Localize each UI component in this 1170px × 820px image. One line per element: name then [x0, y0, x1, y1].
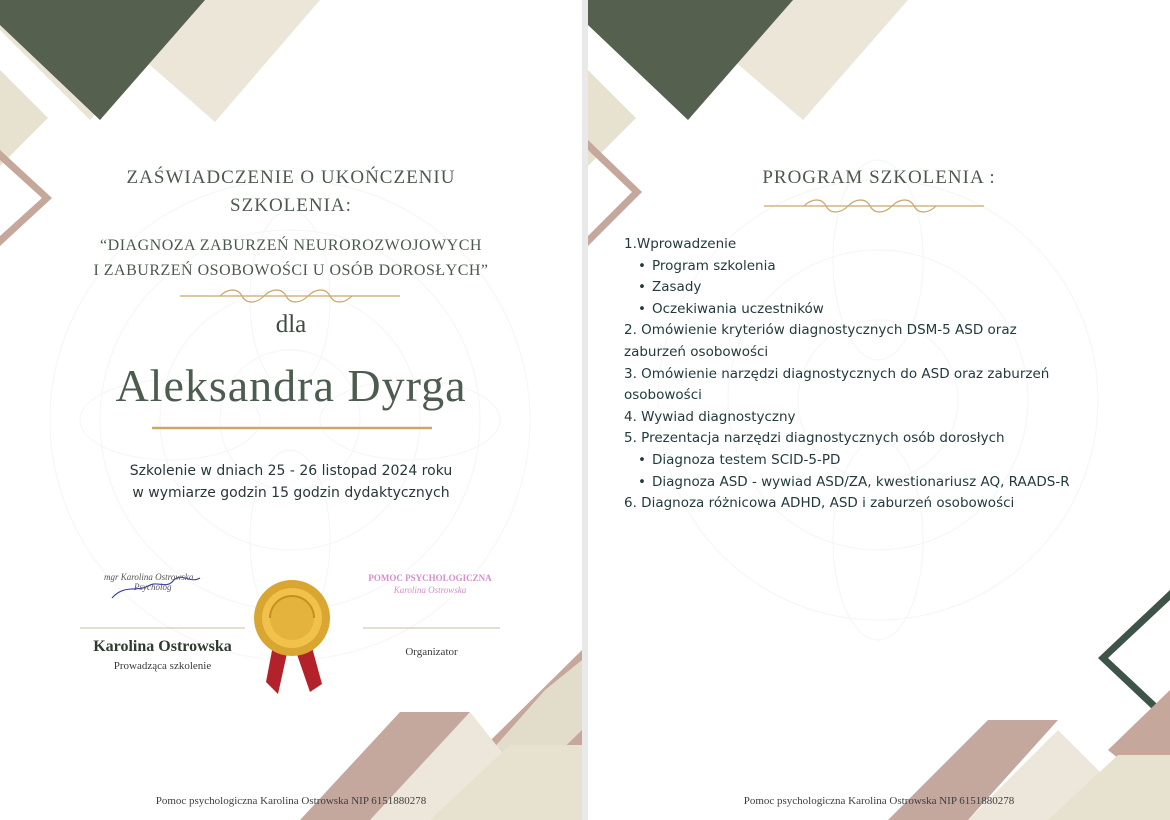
signature-stamp-line-2: Psycholog — [134, 582, 172, 592]
certificate-footer: Pomoc psychologiczna Karolina Ostrowska NIP 6151880278 — [155, 795, 427, 807]
program-sub-item: • Oczekiwania uczestników — [624, 299, 1154, 321]
flourish-divider-icon — [180, 290, 400, 302]
program-title: PROGRAM SZKOLENIA : — [762, 167, 996, 188]
recipient-name: Aleksandra Dyrga — [115, 360, 467, 411]
program-item: zaburzeń osobowości — [624, 343, 769, 360]
trainer-role: Prowadząca szkolenie — [113, 660, 212, 672]
gold-medal-seal-icon — [254, 580, 330, 694]
program-item: 2. Omówienie kryteriów diagnostycznych DSM-5 ASD oraz — [624, 322, 1017, 339]
program-footer: Pomoc psychologiczna Karolina Ostrowska NIP 6151880278 — [743, 795, 1015, 807]
course-line-2: I ZABURZEŃ OSOBOWOŚCI U OSÓB DOROSŁYCH” — [93, 262, 489, 279]
org-stamp-line-1: POMOC PSYCHOLOGICZNA — [368, 573, 492, 583]
org-stamp-line-2: Karolina Ostrowska — [393, 585, 467, 595]
title-line-1: ZAŚWIADCZENIE O UKOŃCZENIU — [126, 167, 456, 188]
program-item: 6. Diagnoza różnicowa ADHD, ASD i zaburzeń osobowości — [624, 495, 1015, 512]
program-sub-item: • Diagnoza testem SCID-5-PD — [624, 450, 1154, 472]
program-item: osobowości — [624, 387, 702, 404]
program-sub-item: • Program szkolenia — [624, 256, 1154, 278]
dates-line-1: Szkolenie w dniach 25 - 26 listopad 2024 roku — [129, 463, 453, 479]
course-name — [0, 233, 582, 283]
program-page — [588, 0, 1170, 820]
flourish-divider-icon — [764, 200, 984, 212]
for-label: dla — [275, 311, 307, 338]
dates-line-2: w wymiarze godzin 15 godzin dydaktycznych — [132, 485, 450, 501]
program-item: 1.Wprowadzenie — [624, 236, 737, 252]
training-dates — [0, 460, 582, 504]
program-item: 4. Wywiad diagnostyczny — [624, 408, 796, 425]
organizer-role: Organizator — [405, 646, 458, 658]
certificate-title — [0, 164, 582, 220]
course-line-1: “DIAGNOZA ZABURZEŃ NEUROROZWOJOWYCH — [100, 237, 482, 254]
signature-stamp-line-1: mgr Karolina Ostrowska — [104, 572, 194, 582]
program-sub-item: • Diagnoza ASD - wywiad ASD/ZA, kwestionariusz AQ, RAADS-R — [624, 472, 1154, 494]
certificate-page — [0, 0, 582, 820]
title-line-2: SZKOLENIA: — [230, 195, 352, 216]
trainer-name: Karolina Ostrowska — [93, 638, 232, 655]
program-sub-item: • Zasady — [624, 277, 1154, 299]
signature-stamp — [104, 572, 193, 592]
organizer-stamp — [360, 572, 500, 596]
program-item: 3. Omówienie narzędzi diagnostycznych do ASD oraz zaburzeń — [624, 365, 1050, 382]
program-list — [624, 234, 1154, 515]
program-item: 5. Prezentacja narzędzi diagnostycznych osób dorosłych — [624, 430, 1005, 447]
